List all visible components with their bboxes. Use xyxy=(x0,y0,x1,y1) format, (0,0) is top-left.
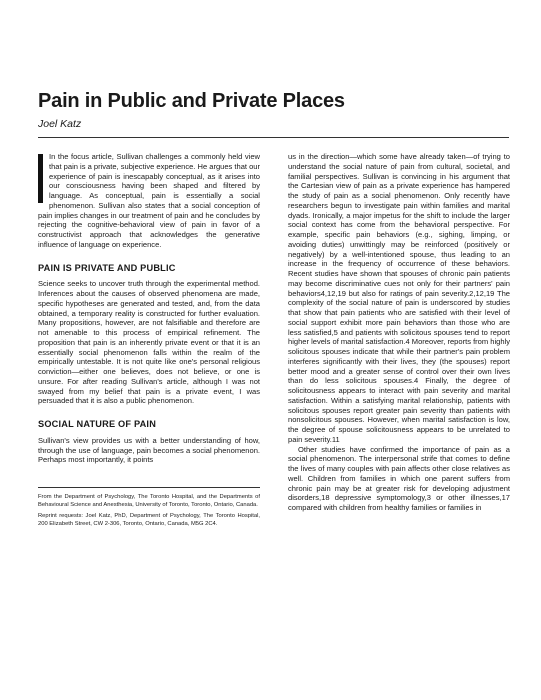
section1-paragraph: Science seeks to uncover truth through the experimental method. Inferences about the causes of observed phenomena are made, specific hypotheses are generated and tested, and, from the data obtained, a temporary reality is constructed for further evaluation. Many propositions, however, are not falsifiable and therefore are not amenable to this process of empirical refinement. The proposition that pain is an inherently private event or that it is an essentially social phenomenon falls within the realm of the empirically untestable. It is not quite like one's personal religious conviction—either one believes, does not believe, or one is unsure. For after reading Sullivan's article, although I was not swayed from my belief that pain is a private event, I was persuaded that it is also a public phenomenon. xyxy=(38,279,260,406)
section-heading-social-nature: SOCIAL NATURE OF PAIN xyxy=(38,419,157,429)
right-paragraph-2: Other studies have confirmed the importance of pain as a social phenomenon. The interpersonal strife that comes to define the lives of many couples with pain affects other close relatives as well. Children from families in which one parent suffers from chronic pain may be at greater risk for developing adjustment disorders,18 depressive symptomology,3 or other illnesses,17 compared with children from healthy families or families in xyxy=(288,444,510,512)
left-column xyxy=(38,152,260,531)
section-heading-private-public: PAIN IS PRIVATE AND PUBLIC xyxy=(38,262,176,273)
intro-paragraph: In the focus article, Sullivan challenges a commonly held view that pain is a private, subjective experience. He argues that our experience of pain is inescapably conceptual, as it arises into our consciousness having been shaped and filtered by language. As conceptual, pain is essentially a social phenomenon. Sullivan also states that a social conception of pain implies changes in our treatment of pain and he concludes by rejecting the cognitive-behavioral view of pain in favor of a constructivist approach that acknowledges the generative influence of language on experience. xyxy=(38,152,261,249)
footnote-reprint: Reprint requests: Joel Katz, PhD, Department of Psychology, The Toronto Hospital, 200 Elizabeth Street, CW 2-306, Toronto, Ontario, Canada, M5G 2C4. xyxy=(38,513,260,527)
drop-cap-bar xyxy=(38,154,43,203)
footnote-rule xyxy=(38,487,260,488)
right-paragraph-1: us in the direction—which some have already taken—of trying to understand the social nature of pain from cultural, societal, and familial perspectives. Sullivan is convincing in his argument that the Cartesian view of pain as a private experience has hampered the study of pain as a social phenomenon. Only recently have researchers begun to investigate pain within families and marital dyads. Ironically, a major impetus for the shift to include the larger social context has come from the behavioral perspective. For example, specific pain behaviors (e.g., sighing, limping, or avoiding duties) unwittingly may be reinforced (positively or negatively) by a well-intentioned spouse, thus leading to an increase in the frequency of occurrence of these behaviors. Recent studies have shown that spouses of chronic pain patients may become discriminative cues not only for their partners' pain behaviors4,12,19 but also for ratings of pain severity.2,12,19 The complexity of the social nature of pain is underscored by studies that show that pain patients who are satisfied with their level of social support exhibit more pain behaviors than those who are less satisfied,5 and patients with solicitous spouses tend to report higher levels of marital satisfaction.4 Moreover, reports from highly solicitous spouses indicate that while their partner's pain problem interferes significantly with their lives, they (the spouses) report better mood and a greater sense of control over their own lives than do less solicitous spouses.4 Finally, the degree of solicitousness appears to interact with pain severity and marital satisfaction. Within a satisfying marital relationship, patients with solicitous spouses report greater pain severity than patients with nonsolicitous spouses. However, when marital satisfaction is low, the degree of spouse solicitousness appears to be unrelated to pain severity.11 xyxy=(288,152,510,444)
author-name: Joel Katz xyxy=(38,118,82,130)
footnote-affiliation: From the Department of Psychology, The Toronto Hospital, and the Departments of Behavioural Science and Anesthesia, University of Toronto, Toronto, Ontario, Canada. xyxy=(38,494,260,508)
article-title: Pain in Public and Private Places xyxy=(38,90,345,112)
title-rule xyxy=(38,137,509,138)
right-column xyxy=(288,152,510,513)
section2-paragraph: Sullivan's view provides us with a better understanding of how, through the use of language, pain becomes a social phenomenon. Perhaps most importantly, it points xyxy=(38,435,260,465)
